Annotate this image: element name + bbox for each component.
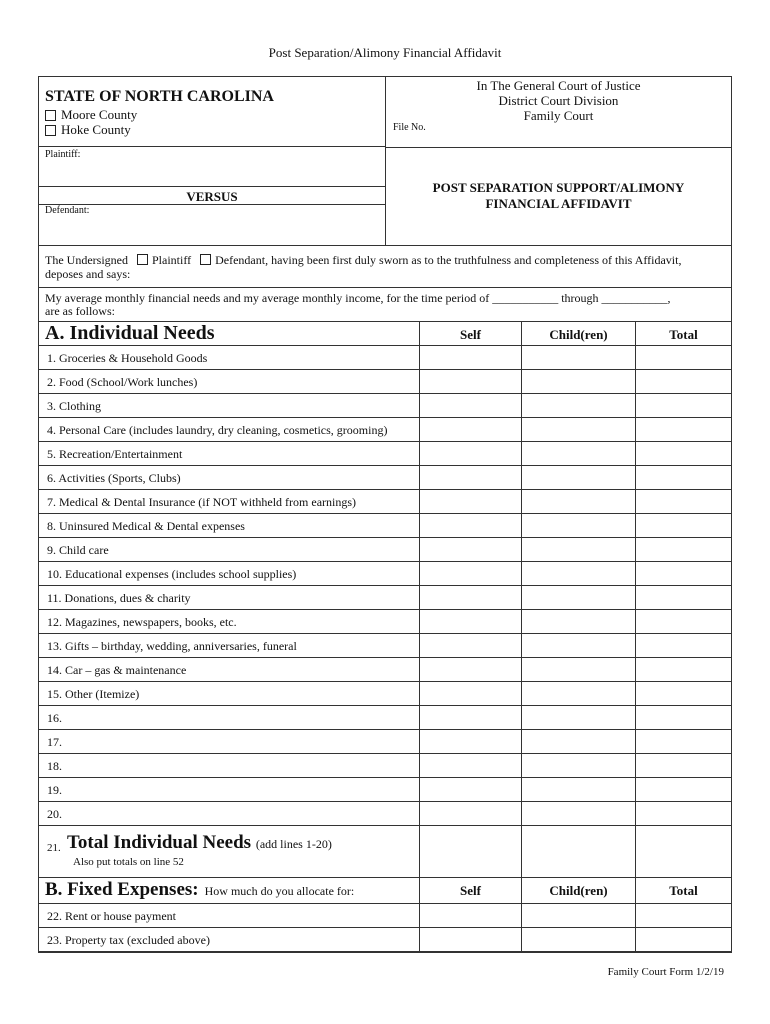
period-line2: are as follows: <box>45 304 115 318</box>
table-row <box>39 706 731 730</box>
form-title-line1: POST SEPARATION SUPPORT/ALIMONY <box>432 180 685 195</box>
col-total: Total <box>635 322 731 345</box>
total-individual-needs-row <box>39 826 731 878</box>
children-amount-field[interactable] <box>521 928 635 951</box>
self-amount-field[interactable] <box>419 928 521 951</box>
section-a-rows <box>39 346 731 826</box>
total-amount-field[interactable] <box>635 904 731 927</box>
court-line: In The General Court of Justice <box>476 78 641 93</box>
row-label: 11. Donations, dues & charity <box>47 591 191 605</box>
section-a-header <box>39 322 731 346</box>
row-label: 7. Medical & Dental Insurance (if NOT withheld from earnings) <box>47 495 357 509</box>
total-amount-field[interactable] <box>635 586 731 609</box>
row-label: 22. Rent or house payment <box>47 909 176 923</box>
self-amount-field[interactable] <box>419 586 521 609</box>
children-amount-field[interactable] <box>521 634 635 657</box>
total-amount-field[interactable] <box>635 682 731 705</box>
self-amount-field[interactable] <box>419 514 521 537</box>
total-amount-field[interactable] <box>635 754 731 777</box>
section-b-rows <box>39 904 731 952</box>
affidavit-form <box>38 76 732 953</box>
table-row <box>39 562 731 586</box>
col-children: Child(ren) <box>521 878 635 903</box>
total-children-field[interactable] <box>521 826 635 877</box>
self-amount-field[interactable] <box>419 904 521 927</box>
deposes-line: deposes and says: <box>45 267 131 281</box>
children-amount-field[interactable] <box>521 610 635 633</box>
self-amount-field[interactable] <box>419 370 521 393</box>
self-amount-field[interactable] <box>419 634 521 657</box>
file-no-field[interactable]: File No. <box>393 122 426 133</box>
total-total-field[interactable] <box>635 826 731 877</box>
table-row <box>39 418 731 442</box>
table-row <box>39 586 731 610</box>
self-amount-field[interactable] <box>419 418 521 441</box>
row-label: 14. Car – gas & maintenance <box>47 663 187 677</box>
total-amount-field[interactable] <box>635 466 731 489</box>
table-row <box>39 466 731 490</box>
self-amount-field[interactable] <box>419 706 521 729</box>
children-amount-field[interactable] <box>521 538 635 561</box>
children-amount-field[interactable] <box>521 754 635 777</box>
total-amount-field[interactable] <box>635 802 731 825</box>
col-children: Child(ren) <box>521 322 635 345</box>
section-b-header <box>39 878 731 904</box>
children-amount-field[interactable] <box>521 346 635 369</box>
row-label: 15. Other (Itemize) <box>47 687 140 701</box>
children-amount-field[interactable] <box>521 682 635 705</box>
row-label: 2. Food (School/Work lunches) <box>47 375 198 389</box>
document-title: Post Separation/Alimony Financial Affidavit <box>268 45 502 60</box>
total-amount-field[interactable] <box>635 394 731 417</box>
section-a-title: A. Individual Needs <box>45 322 215 344</box>
self-amount-field[interactable] <box>419 490 521 513</box>
children-amount-field[interactable] <box>521 904 635 927</box>
col-self: Self <box>419 322 521 345</box>
total-amount-field[interactable] <box>635 562 731 585</box>
county-option-moore[interactable] <box>45 107 137 123</box>
court-heading <box>386 77 731 138</box>
table-row <box>39 370 731 394</box>
row-label: 18. <box>47 759 62 773</box>
children-amount-field[interactable] <box>521 706 635 729</box>
self-amount-field[interactable] <box>419 610 521 633</box>
children-amount-field[interactable] <box>521 418 635 441</box>
children-amount-field[interactable] <box>521 466 635 489</box>
self-amount-field[interactable] <box>419 466 521 489</box>
plaintiff-checkbox[interactable] <box>137 254 148 265</box>
total-subnote: Also put totals on line 52 <box>73 856 184 868</box>
self-amount-field[interactable] <box>419 346 521 369</box>
form-footer: Family Court Form 1/2/19 <box>607 966 724 978</box>
table-row <box>39 538 731 562</box>
total-label-text: Total Individual Needs <box>67 832 252 853</box>
county-option-hoke[interactable] <box>45 122 131 138</box>
table-row <box>39 928 731 952</box>
self-amount-field[interactable] <box>419 778 521 801</box>
defendant-option-label: Defendant, having been first duly sworn as to the truthfulness and completeness of this Affidavit, <box>215 253 682 267</box>
table-row <box>39 778 731 802</box>
children-amount-field[interactable] <box>521 490 635 513</box>
plaintiff-option-label: Plaintiff <box>151 253 192 267</box>
section-b-question: How much do you allocate for: <box>204 884 355 898</box>
total-individual-needs-label <box>67 832 332 854</box>
table-row <box>39 904 731 928</box>
period-line1: My average monthly financial needs and my average monthly income, for the time period of ___________ through ___________, <box>45 291 671 305</box>
moore-county-label: Moore County <box>61 107 138 122</box>
plaintiff-label: Plaintiff: <box>45 149 81 160</box>
table-row <box>39 394 731 418</box>
court-line: District Court Division <box>498 93 619 108</box>
row-label: 19. <box>47 783 62 797</box>
defendant-checkbox[interactable] <box>200 254 211 265</box>
total-amount-field[interactable] <box>635 346 731 369</box>
row-label: 4. Personal Care (includes laundry, dry cleaning, cosmetics, grooming) <box>47 423 388 437</box>
self-amount-field[interactable] <box>419 730 521 753</box>
row-label: 6. Activities (Sports, Clubs) <box>47 471 181 485</box>
total-amount-field[interactable] <box>635 778 731 801</box>
total-amount-field[interactable] <box>635 928 731 951</box>
children-amount-field[interactable] <box>521 562 635 585</box>
row-label: 12. Magazines, newspapers, books, etc. <box>47 615 237 629</box>
state-title: STATE OF NORTH CAROLINA <box>45 88 274 105</box>
total-note: (add lines 1-20) <box>255 837 332 851</box>
undersigned-prefix: The Undersigned <box>45 253 128 267</box>
row-label: 16. <box>47 711 62 725</box>
row-label: 3. Clothing <box>47 399 102 413</box>
row-label: 8. Uninsured Medical & Dental expenses <box>47 519 245 533</box>
total-amount-field[interactable] <box>635 706 731 729</box>
total-amount-field[interactable] <box>635 442 731 465</box>
time-period-statement <box>39 288 731 322</box>
table-row <box>39 730 731 754</box>
self-amount-field[interactable] <box>419 682 521 705</box>
section-b-title-text: B. Fixed Expenses: <box>45 879 199 900</box>
row-label: 13. Gifts – birthday, wedding, anniversaries, funeral <box>47 639 297 653</box>
total-amount-field[interactable] <box>635 658 731 681</box>
children-amount-field[interactable] <box>521 778 635 801</box>
row-label: 23. Property tax (excluded above) <box>47 933 210 947</box>
self-amount-field[interactable] <box>419 802 521 825</box>
hoke-county-label: Hoke County <box>61 122 131 137</box>
table-row <box>39 754 731 778</box>
total-amount-field[interactable] <box>635 730 731 753</box>
children-amount-field[interactable] <box>521 586 635 609</box>
total-amount-field[interactable] <box>635 490 731 513</box>
moore-county-checkbox[interactable] <box>45 110 56 121</box>
total-self-field[interactable] <box>419 826 521 877</box>
table-row <box>39 634 731 658</box>
children-amount-field[interactable] <box>521 802 635 825</box>
self-amount-field[interactable] <box>419 394 521 417</box>
court-line: Family Court <box>523 108 594 123</box>
section-b-title <box>45 879 354 901</box>
form-title-line2: FINANCIAL AFFIDAVIT <box>485 196 632 211</box>
children-amount-field[interactable] <box>521 730 635 753</box>
self-amount-field[interactable] <box>419 442 521 465</box>
form-title <box>386 147 731 245</box>
caption-block <box>39 77 731 246</box>
row-label: 20. <box>47 807 62 821</box>
table-row <box>39 610 731 634</box>
versus-label: VERSUS <box>186 189 238 204</box>
children-amount-field[interactable] <box>521 658 635 681</box>
total-amount-field[interactable] <box>635 634 731 657</box>
defendant-label: Defendant: <box>45 205 90 216</box>
children-amount-field[interactable] <box>521 514 635 537</box>
table-row <box>39 682 731 706</box>
table-row <box>39 442 731 466</box>
table-row <box>39 346 731 370</box>
divider <box>39 204 385 205</box>
table-row <box>39 658 731 682</box>
self-amount-field[interactable] <box>419 658 521 681</box>
children-amount-field[interactable] <box>521 370 635 393</box>
hoke-county-checkbox[interactable] <box>45 125 56 136</box>
row-label: 5. Recreation/Entertainment <box>47 447 183 461</box>
total-line-number: 21. <box>47 842 61 854</box>
parties-box <box>39 147 386 245</box>
row-label: 1. Groceries & Household Goods <box>47 351 208 365</box>
children-amount-field[interactable] <box>521 394 635 417</box>
total-amount-field[interactable] <box>635 538 731 561</box>
self-amount-field[interactable] <box>419 754 521 777</box>
table-row <box>39 514 731 538</box>
row-label: 17. <box>47 735 62 749</box>
state-box <box>39 77 386 147</box>
table-row <box>39 490 731 514</box>
self-amount-field[interactable] <box>419 562 521 585</box>
self-amount-field[interactable] <box>419 538 521 561</box>
plaintiff-field[interactable] <box>39 147 385 187</box>
total-amount-field[interactable] <box>635 610 731 633</box>
table-row <box>39 802 731 826</box>
col-total: Total <box>635 878 731 903</box>
total-amount-field[interactable] <box>635 418 731 441</box>
row-label: 10. Educational expenses (includes school supplies) <box>47 567 297 581</box>
total-amount-field[interactable] <box>635 370 731 393</box>
children-amount-field[interactable] <box>521 442 635 465</box>
total-amount-field[interactable] <box>635 514 731 537</box>
col-self: Self <box>419 878 521 903</box>
row-label: 9. Child care <box>47 543 109 557</box>
undersigned-statement <box>39 246 731 288</box>
